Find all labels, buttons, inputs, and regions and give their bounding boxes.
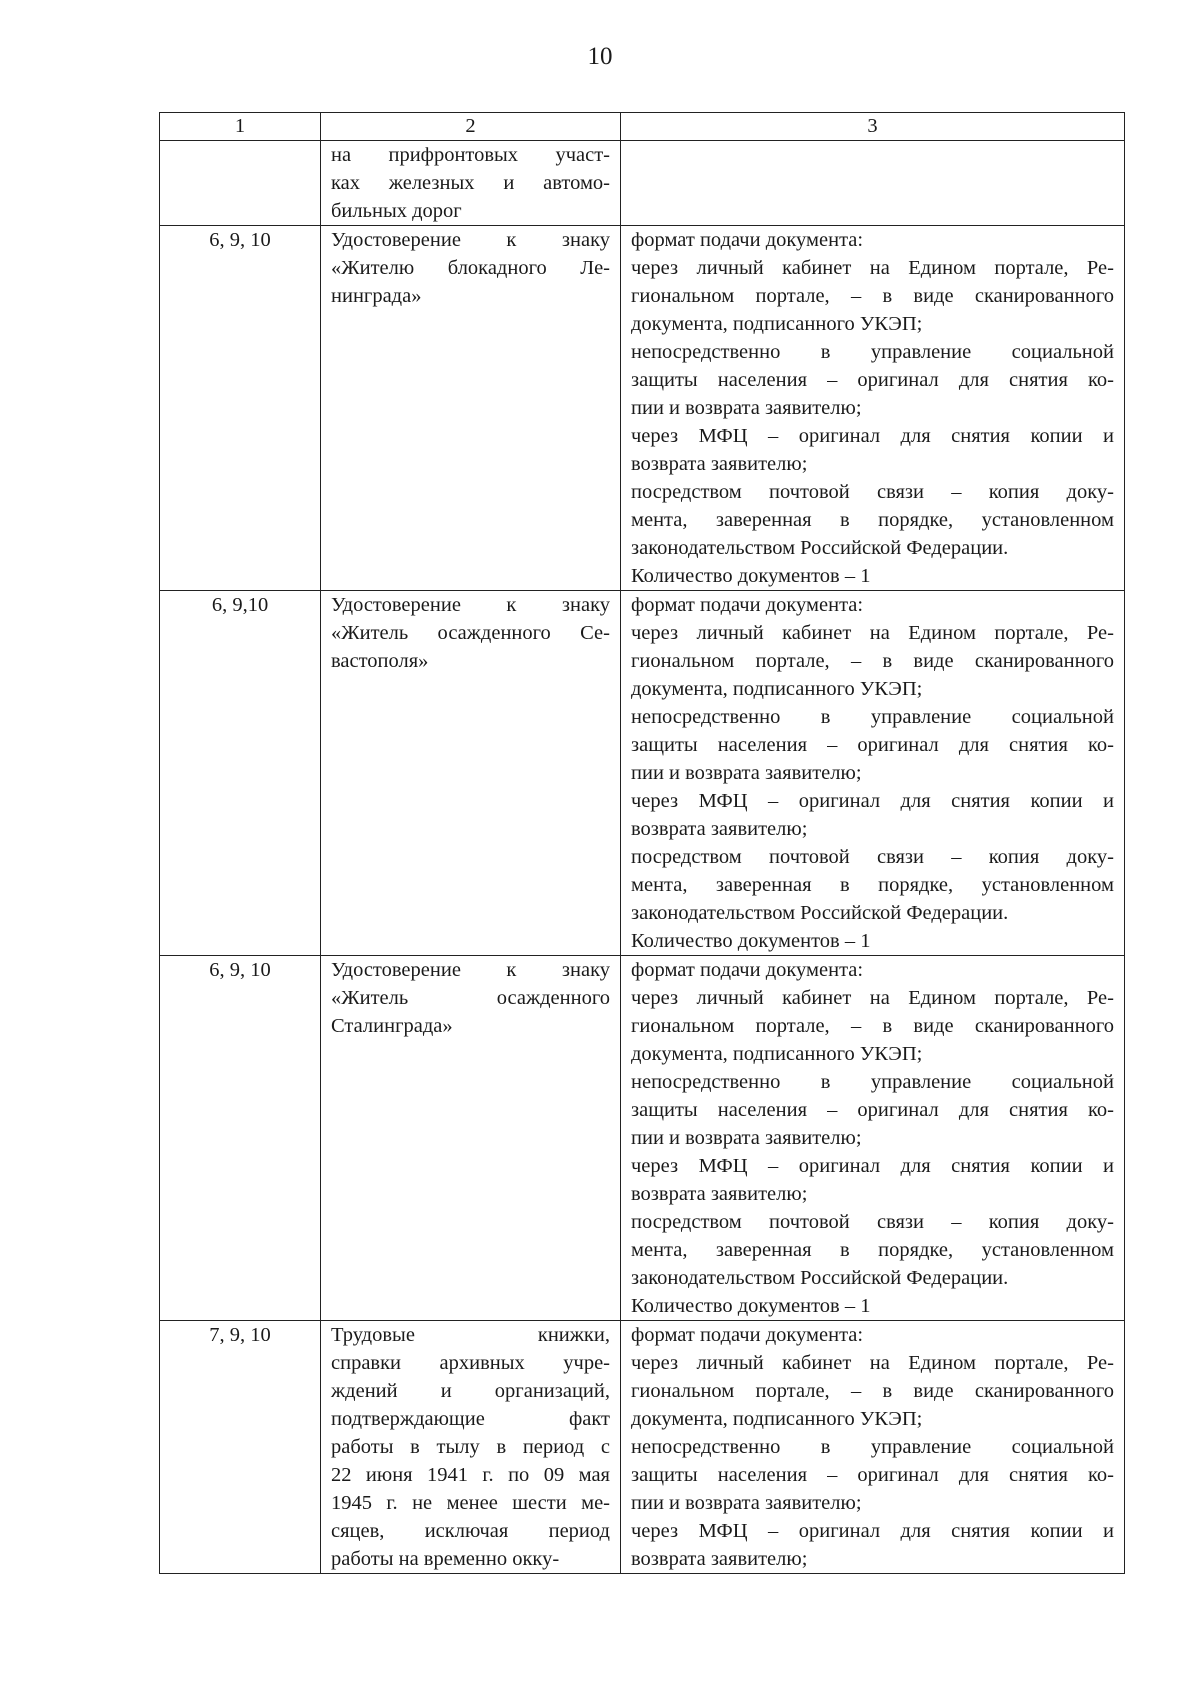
row-number-cell: 6, 9,10 xyxy=(160,591,321,956)
text-line: Трудовые книжки, xyxy=(331,1324,610,1346)
text-line: возврата заявителю; xyxy=(631,1183,808,1205)
table-row-continuation xyxy=(160,141,1125,226)
text-line: Удостоверение к знаку xyxy=(331,229,610,251)
documents-table xyxy=(159,112,1125,1574)
text-line: пии и возврата заявителю; xyxy=(631,397,862,419)
header-col-3: 3 xyxy=(621,113,1125,141)
text-line: нинграда» xyxy=(331,285,422,307)
text-line: возврата заявителю; xyxy=(631,453,808,475)
text-line: возврата заявителю; xyxy=(631,818,808,840)
text-line: формат подачи документа: xyxy=(631,959,864,981)
text-line: защиты населения – оригинал для снятия ко- xyxy=(631,1099,1114,1121)
text-line: через личный кабинет на Едином портале, Ре- xyxy=(631,622,1114,644)
submission-format-cell xyxy=(621,141,1125,226)
text-line: посредством почтовой связи – копия доку- xyxy=(631,846,1114,868)
header-col-2: 2 xyxy=(321,113,621,141)
submission-format-cell xyxy=(621,226,1125,591)
text-line: формат подачи документа: xyxy=(631,229,864,251)
text-line: через МФЦ – оригинал для снятия копии и xyxy=(631,1155,1114,1177)
document-name-cell xyxy=(321,1321,621,1574)
row-number-cell: 6, 9, 10 xyxy=(160,226,321,591)
text-line: через МФЦ – оригинал для снятия копии и xyxy=(631,790,1114,812)
document-name-cell xyxy=(321,591,621,956)
text-line: пии и возврата заявителю; xyxy=(631,762,862,784)
text-line: через личный кабинет на Едином портале, Ре- xyxy=(631,987,1114,1009)
text-line: мента, заверенная в порядке, установленном xyxy=(631,509,1114,531)
text-line: подтверждающие факт xyxy=(331,1408,610,1430)
text-line: через МФЦ – оригинал для снятия копии и xyxy=(631,425,1114,447)
text-line: через личный кабинет на Едином портале, Ре- xyxy=(631,1352,1114,1374)
text-line: защиты населения – оригинал для снятия ко- xyxy=(631,734,1114,756)
text-line: мента, заверенная в порядке, установленном xyxy=(631,1239,1114,1261)
text-line: посредством почтовой связи – копия доку- xyxy=(631,1211,1114,1233)
text-line: непосредственно в управление социальной xyxy=(631,341,1114,363)
row-number-cell: 7, 9, 10 xyxy=(160,1321,321,1574)
table-header-row xyxy=(160,113,1125,141)
text-line: 22 июня 1941 г. по 09 мая xyxy=(331,1464,610,1486)
text-line: работы на временно окку- xyxy=(331,1548,560,1570)
text-line: через МФЦ – оригинал для снятия копии и xyxy=(631,1520,1114,1542)
text-line: Удостоверение к знаку xyxy=(331,959,610,981)
header-col-1: 1 xyxy=(160,113,321,141)
text-line: формат подачи документа: xyxy=(631,594,864,616)
text-line: документа, подписанного УКЭП; xyxy=(631,313,923,335)
text-line: посредством почтовой связи – копия доку- xyxy=(631,481,1114,503)
submission-format-cell xyxy=(621,1321,1125,1574)
text-line: защиты населения – оригинал для снятия ко- xyxy=(631,369,1114,391)
text-line: Сталинграда» xyxy=(331,1015,453,1037)
text-line: работы в тылу в период с xyxy=(331,1436,610,1458)
text-line: ках железных и автомо- xyxy=(331,172,610,194)
text-line: пии и возврата заявителю; xyxy=(631,1492,862,1514)
text-line: «Житель осажденного xyxy=(331,987,610,1009)
text-line: непосредственно в управление социальной xyxy=(631,1436,1114,1458)
text-line: формат подачи документа: xyxy=(631,1324,864,1346)
text-line: Количество документов – 1 xyxy=(631,565,871,587)
submission-format-cell xyxy=(621,956,1125,1321)
text-line: сяцев, исключая период xyxy=(331,1520,610,1542)
text-line: документа, подписанного УКЭП; xyxy=(631,1408,923,1430)
text-line: законодательством Российской Федерации. xyxy=(631,1267,1009,1289)
text-line: вастополя» xyxy=(331,650,429,672)
text-line: непосредственно в управление социальной xyxy=(631,706,1114,728)
table-row xyxy=(160,956,1125,1321)
text-line: Удостоверение к знаку xyxy=(331,594,610,616)
page-number: 10 xyxy=(587,43,613,70)
text-line: справки архивных учре- xyxy=(331,1352,610,1374)
document-name-cell xyxy=(321,956,621,1321)
text-line: документа, подписанного УКЭП; xyxy=(631,678,923,700)
text-line: защиты населения – оригинал для снятия ко- xyxy=(631,1464,1114,1486)
text-line: Количество документов – 1 xyxy=(631,930,871,952)
text-line: гиональном портале, – в виде сканированного xyxy=(631,650,1114,672)
text-line: возврата заявителю; xyxy=(631,1548,808,1570)
text-line: на прифронтовых участ- xyxy=(331,144,610,166)
text-line: Количество документов – 1 xyxy=(631,1295,871,1317)
submission-format-cell xyxy=(621,591,1125,956)
text-line: «Житель осажденного Се- xyxy=(331,622,610,644)
document-name-cell xyxy=(321,141,621,226)
text-line: «Жителю блокадного Ле- xyxy=(331,257,610,279)
text-line: бильных дорог xyxy=(331,200,462,222)
text-line: документа, подписанного УКЭП; xyxy=(631,1043,923,1065)
text-line: законодательством Российской Федерации. xyxy=(631,537,1009,559)
text-line: гиональном портале, – в виде сканированного xyxy=(631,1380,1114,1402)
table-row xyxy=(160,591,1125,956)
row-number-cell: 6, 9, 10 xyxy=(160,956,321,1321)
text-line: 1945 г. не менее шести ме- xyxy=(331,1492,610,1514)
document-name-cell xyxy=(321,226,621,591)
text-line: мента, заверенная в порядке, установленном xyxy=(631,874,1114,896)
text-line: гиональном портале, – в виде сканированного xyxy=(631,1015,1114,1037)
table-row xyxy=(160,1321,1125,1574)
text-line: законодательством Российской Федерации. xyxy=(631,902,1009,924)
text-line: непосредственно в управление социальной xyxy=(631,1071,1114,1093)
row-number-cell xyxy=(160,141,321,226)
table-row xyxy=(160,226,1125,591)
text-line: ждений и организаций, xyxy=(331,1380,610,1402)
text-line: гиональном портале, – в виде сканированного xyxy=(631,285,1114,307)
text-line: через личный кабинет на Едином портале, Ре- xyxy=(631,257,1114,279)
text-line: пии и возврата заявителю; xyxy=(631,1127,862,1149)
